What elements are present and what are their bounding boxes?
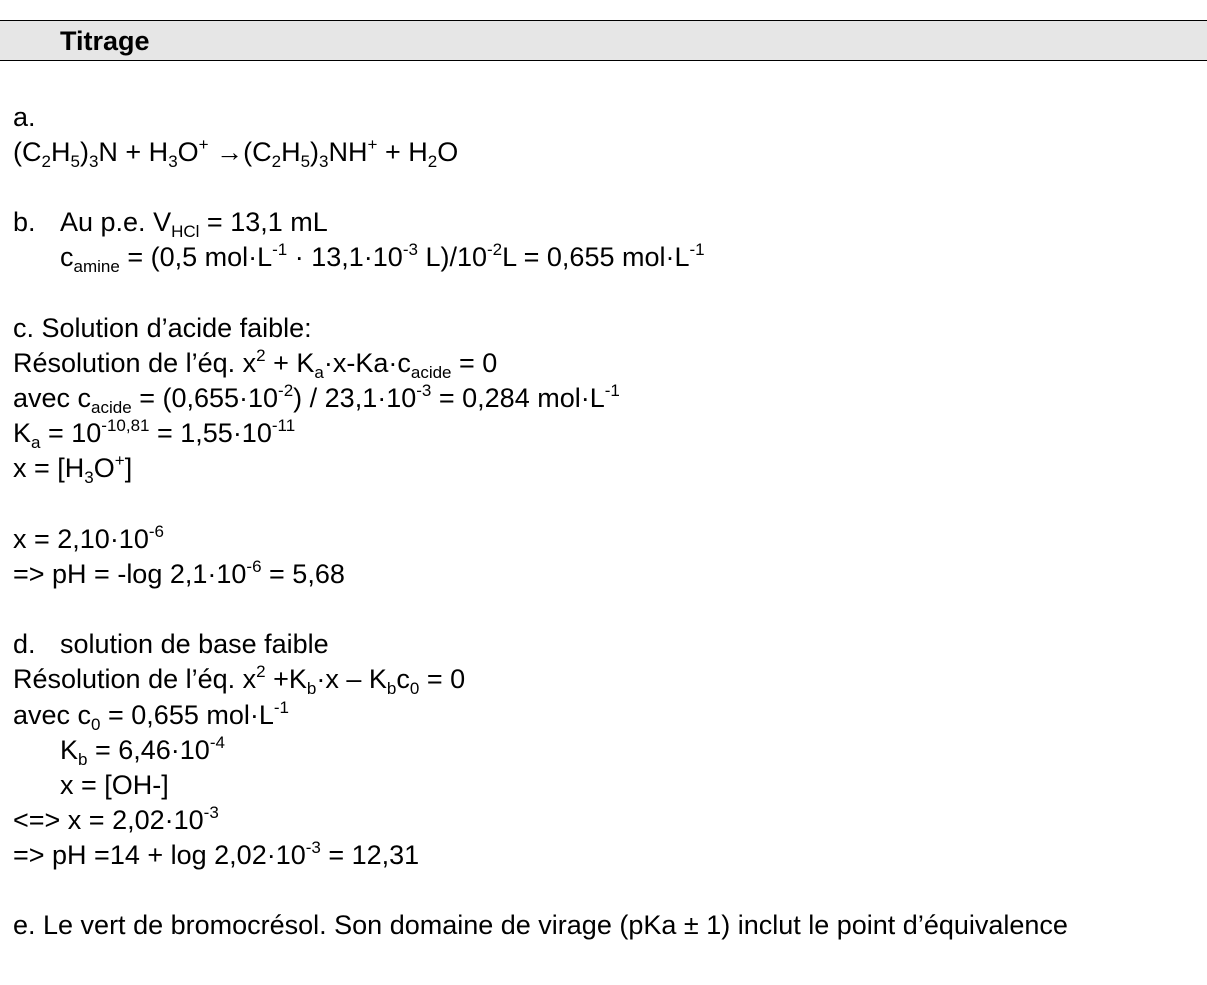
- part-e-line: e. Le vert de bromocrésol. Son domaine de virage (pKa ± 1) inclut le point d’équivalence: [13, 910, 1068, 940]
- part-c-line-5: $x = [H_3O^+]$: [13, 451, 133, 487]
- part-a-equation: $(C_2H_5)_3N + H_3O^+ \to(C_2H_5)_3NH^+ + H_2O$: [13, 135, 459, 171]
- part-b-line-2: $c_{amine} = (0,5$ $mol\cdot L^{-1} \cdot 13,1\cdot 10^{-3}$ $L)/10^{-2}L = 0,655$ $mol\cdot L^{-1}$: [60, 240, 705, 276]
- part-c-line-7: => pH = -log $2,1\cdot 10^{-6} = 5,68$: [13, 557, 345, 589]
- part-a-label: a.: [13, 102, 36, 132]
- section-title: Titrage: [60, 26, 150, 56]
- part-d-line-6: <=> $x = 2,02\cdot 10^{-3}$: [13, 803, 219, 835]
- part-d-line-7: => pH $=14 + \log 2,02\cdot 10^{-3} = 12,31$: [13, 838, 420, 870]
- part-c-line-1: c. Solution d’acide faible:: [13, 313, 312, 343]
- part-c-line-4: $K_a = 10^{-10,81} = 1,55\cdot 10^{-11}$: [13, 416, 296, 452]
- part-d-line-2: Résolution de l’éq. $x^2 +K_b\cdot x - K_bc_0 = 0$: [13, 662, 466, 698]
- section-header: [0, 20, 1207, 61]
- part-d-line-4: $K_b = 6,46\cdot 10^{-4}$: [60, 733, 225, 769]
- part-d-label: d.: [13, 629, 36, 659]
- part-d-line-3: avec $c_0 = 0,655$ $mol\cdot L^{-1}$: [13, 698, 289, 734]
- part-c-line-6: $x = 2,10\cdot 10^{-6}$: [13, 522, 164, 554]
- part-b-line-1: b. Au p.e. $V_{HCl} = 13,1$ mL: [13, 207, 328, 241]
- part-d-line-1: d. solution de base faible: [13, 629, 329, 659]
- part-d-line-5: x = [OH-]: [60, 770, 169, 800]
- part-c-line-2: Résolution de l’éq. $x^2 + K_a\cdot x-Ka\cdot c_{acide} = 0$: [13, 346, 498, 382]
- part-c-line-3: avec $c_{acide} = (0,655\cdot 10^{-2}) / 23,1\cdot 10^{-3} = 0,284$ $mol\cdot L^{-1}$: [13, 381, 620, 417]
- part-b-label: b.: [13, 207, 36, 237]
